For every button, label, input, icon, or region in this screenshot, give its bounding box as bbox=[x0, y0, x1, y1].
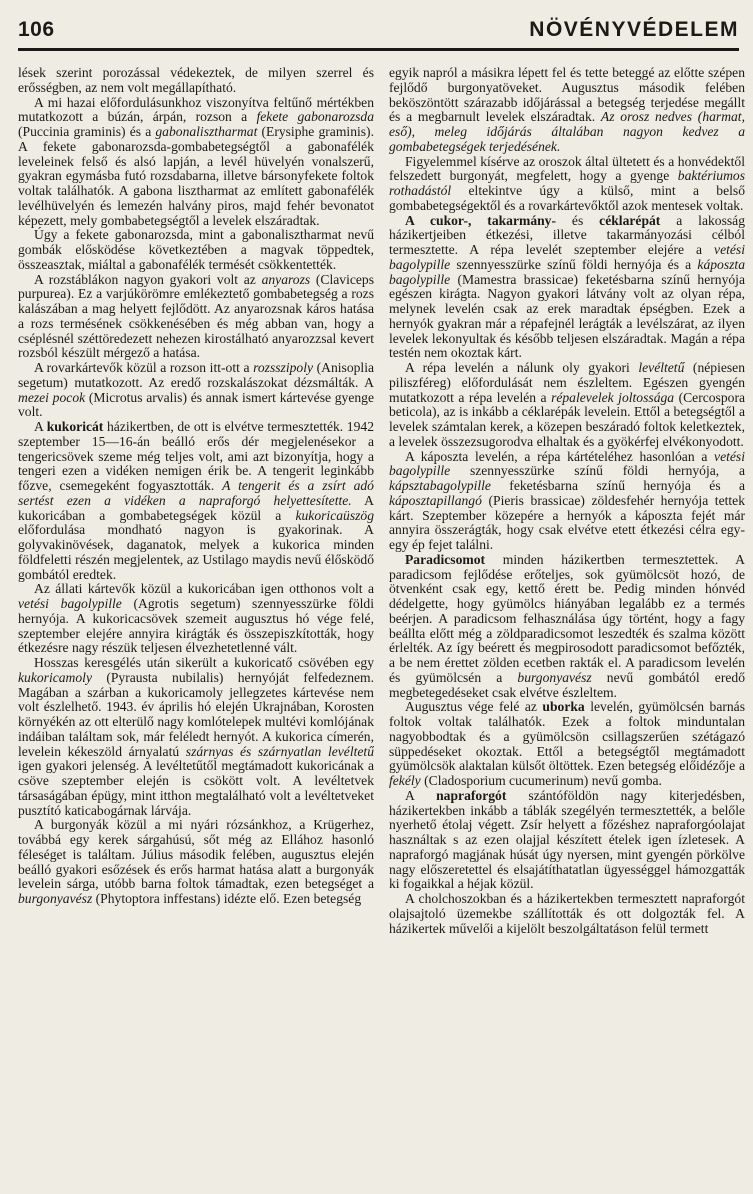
running-title: NÖVÉNYVÉDELEM bbox=[529, 18, 739, 41]
italic-term: vetési bagolypille bbox=[389, 448, 745, 479]
italic-term: kukoricaüszög bbox=[295, 507, 374, 523]
paragraph bbox=[389, 450, 745, 553]
text-run: a lakosság házikertjeiben étkezési, illetve takarmányozási célból termesztette. A répa levelét szeptember elejére a bbox=[389, 212, 745, 257]
text-run: és bbox=[556, 212, 600, 228]
text-run: (Mamestra brassicae) feketésbarna színű hernyója egészen kirágta. Nagyon gyakori látvány volt az olyan répa, melynek levelén csak az erek maradtak épségben. Ezek a hernyók gyakran már a répafejnél lerágták a levélszárat, az ilyen levelek lekonyultak és később teljesen elszáradtak. Magán a répa testén nem okoztak kárt. bbox=[389, 271, 745, 361]
italic-term: vetési bagolypille bbox=[389, 242, 745, 272]
italic-term: kukoricamoly bbox=[18, 669, 92, 685]
paragraph bbox=[18, 818, 374, 907]
text-run: A rozstáblákon nagyon gyakori volt az bbox=[34, 271, 262, 287]
text-run: A káposzta levelén, a répa kártételéhez hasonlóan a bbox=[405, 448, 715, 464]
italic-term: rozsszipoly bbox=[253, 360, 314, 375]
italic-term: fekély bbox=[389, 773, 421, 788]
paragraph bbox=[18, 96, 374, 229]
paragraph bbox=[389, 553, 745, 701]
text-run: eltekintve úgy a külső, mint a belső gombabetegségektől és a rovarkártevőktől azok mentesek voltak. bbox=[389, 183, 745, 213]
paragraph bbox=[18, 656, 374, 818]
text-run: Úgy a fekete gabonarozsda, mint a gabonalisztharmat nevű gombák elősködése következtében a magvak töppedtek, összeasztak, miáltal a gabonafélék termését csökkentették. bbox=[18, 227, 374, 272]
text-run: (Erysiphe graminis). A fekete gabonarozsda-gombabetegségtől a gabonafélék leveleinek felső és alsó lapján, a levél hüvelyén vonalszerű, gyakran egymásba futó rozsdabarna, illetve bársonyfekete foltok voltak találhatók. A gabona lisztharmat az említett gabonafélék levélhüvelyén és lemezén halvány piros, majd fehér bevonatot képezett, mely gombabetegségtől a levelek elszáradtak. bbox=[18, 124, 374, 228]
italic-term: mezei pocok bbox=[18, 389, 86, 405]
paragraph bbox=[389, 700, 745, 789]
text-run: levelén, gyümölcsén barnás foltok voltak találhatók. Ezek a foltok minduntalan nagyobbodtak és a gyümölcsön csillagszerűen szétágazó süppedéseket okoztak. Ettől a betegségtől megtámadott gyümölcsök alaktalan külsőt öltöttek. Ezen betegség előidézője a bbox=[389, 699, 745, 774]
bold-term: napraforgót bbox=[436, 787, 507, 803]
paragraph bbox=[389, 892, 745, 936]
text-run: (Anisoplia segetum) mutatkozott. Az eredő rozskalászokat dézsmálták. A bbox=[18, 360, 374, 390]
italic-term: baktériumos rothadástól bbox=[389, 168, 745, 198]
bold-term: uborka bbox=[542, 699, 585, 715]
text-run: (Microtus arvalis) és annak ismert kártevése gyenge volt. bbox=[18, 389, 374, 420]
paragraph bbox=[389, 789, 745, 892]
italic-term: fekete gabonarozsda bbox=[256, 109, 374, 125]
page-header bbox=[18, 14, 739, 51]
text-run: minden házikertben termesztettek. A paradicsom fejlődése erőteljes, sok gyümölcsöt hozó, de ötvenként csak egy, kettő érett be. Pedig minden hónvéd dédelgette, hogy gyümölcs hiányában legalább ez a termés beérjen. A paradicsom felhasználása úgy történt, hogy a fagy beállta előtt még a zöldparadicsomot leszedték és szalma között érlelték. Az így beérett és megpirosodott paradicsomot befőzték, a be nem érettet zölden ecetben rakták el. A paradicsom levelén és gyümölcsén a bbox=[389, 551, 745, 685]
bold-term: Paradicsomot bbox=[405, 551, 486, 567]
text-run: (Cercospora beticola), az is inkább a céklarépák levelein. Ettől a betegségtől a levelek számtalan kerek, a közepen beszáradó foltok keletkeztek, a levelek összezsugorodva elhaltak és a gyökérfej elvékonyodott. bbox=[389, 389, 745, 449]
text-run: lések szerint porozással védekeztek, de milyen szerrel és erősségben, az nem volt megállapítható. bbox=[18, 66, 374, 95]
paragraph bbox=[389, 214, 745, 362]
text-run: Figyelemmel kísérve az oroszok által ültetett és a honvédektől felszedett burgonyát, megfelett, hogy a gyenge bbox=[389, 153, 745, 184]
paragraph bbox=[18, 228, 374, 272]
text-run: A bbox=[405, 787, 437, 803]
text-run: házikertben, de ott is elvétve termesztették. 1942 szeptember 15—16-án beálló erős dér megjelenésekor a tengericsövek szeme még teljes volt, ami azt bizonyítja, hogy a tengeri ezen a vidéken nemigen érik be. A tengerit leginkább főzve, csemegeként fogyasztották. bbox=[18, 419, 374, 493]
right-column bbox=[389, 66, 745, 1190]
text-run: A burgonyák közül a mi nyári rózsánkhoz, a Krügerhez, továbbá egy kerek sárgahúsú, sőt még az Ellához hasonló féleséget is találtam. Július második felében, augusztus elején beálló gyakori esőzések és erős harmat hatása alatt a burgonyák levelein sárga, utóbb barna foltok támadtak, ezen betegséget a bbox=[18, 817, 374, 892]
page-number: 106 bbox=[18, 18, 55, 41]
text-run: szántóföldön nagy kiterjedésben, házikertekben inkább a táblák szegélyén termesztették, a belőle nyerhető étolaj végett. Zsír helyett a főzéshez napraforgóolajat használtak s az ezen olajjal készített ételek igen ízletesek. A napraforgó magjának húsát úgy nyersen, mint gyengén pörkölve nagy előszeretettel és elsajátíthatatlan ügyességgel hámozgatták ki fogaikkal a héjak közül. bbox=[389, 787, 745, 892]
italic-term: káposztapillangó bbox=[389, 492, 482, 508]
italic-term: répalevelek joltossága bbox=[551, 389, 675, 405]
text-run: (Pieris brassicae) zöldesfehér hernyója tettek kárt. Szeptember közepére a hernyók a káposzta fejét már annyira összerágták, hogy csak elvétve etett étkezési célra egy-egy ép fejet találni. bbox=[389, 492, 745, 552]
text-run: (Claviceps purpurea). Ez a varjúkörömre emlékeztető gombabetegség a rozs kalászában a mag helyett fejlődött. Az anyarozsnak káros hatása a rozs termésének csökkenésében és még abban van, hogy a cséplésnél széttöredezett nehezen kirostálható anyarozzsal kevert rozsból készült mérgező a hatása. bbox=[18, 271, 374, 361]
text-run: (népiesen piliszféreg) előfordulását nem észleltem. Egészen gyengén mutatkozott a répa levelén a bbox=[389, 360, 745, 405]
paragraph bbox=[18, 273, 374, 362]
italic-term: levéltetű bbox=[638, 360, 685, 375]
text-run: A rovarkártevők közül a rozson itt-ott a bbox=[34, 360, 254, 375]
text-run: (Puccinia graminis) és a bbox=[18, 124, 156, 139]
paragraph bbox=[18, 66, 374, 96]
text-run: (Agrotis segetum) szennyesszürke földi hernyója. A kukoricacsövek szemeit augusztus hó vége felé, szeptember elejére annyira kirágták és összepiszkították, hogy étkezésre nagy részük teljesen élvezhetetlenné vált. bbox=[18, 596, 374, 656]
text-run: szennyesszürke színű földi hernyója és a bbox=[450, 256, 698, 272]
text-run: feketésbarna színű hernyója és a bbox=[490, 478, 745, 493]
text-run: előfordulása mondható nagyon is gyakorinak. A golyvakinövések, daganatok, melyek a kukorica minden földfeletti részén megjelentek, az Ustilago maydis nevű élősködő gombától eredtek. bbox=[18, 522, 374, 582]
text-run: Augusztus vége felé az bbox=[405, 699, 543, 715]
paragraph bbox=[389, 361, 745, 450]
text-run: A bbox=[34, 419, 47, 434]
text-run: A cholchoszokban és a házikertekben termesztett napraforgót olajsajtoló üzemekbe szállították és ott dolgozták fel. A házikertek művelői a kijelölt beszolgáltatáson felül termett bbox=[389, 891, 745, 936]
italic-term: Az orosz nedves (harmat, eső), meleg időjárás általában nagyon kedvez a gombabetegségek terjedésének. bbox=[389, 109, 745, 154]
italic-term: burgonyavész bbox=[18, 891, 93, 906]
bold-term: kukoricát bbox=[46, 419, 104, 434]
italic-term: anyarozs bbox=[261, 271, 311, 287]
text-run: A répa levelén a nálunk oly gyakori bbox=[405, 360, 639, 375]
paragraph bbox=[18, 361, 374, 420]
italic-term: kápsztabagolypille bbox=[389, 478, 491, 493]
bold-term: A cukor-, takarmány- bbox=[405, 212, 557, 228]
paragraph bbox=[389, 155, 745, 214]
paragraph bbox=[18, 420, 374, 582]
italic-term: vetési bagolypille bbox=[18, 596, 122, 611]
text-run: Az állati kártevők közül a kukoricában igen otthonos volt a bbox=[34, 581, 374, 597]
text-run: (Cladosporium cucumerinum) nevű gomba. bbox=[420, 773, 662, 788]
paragraph bbox=[389, 66, 745, 155]
text-run: (Pyrausta nubilalis) hernyóját felfedeznem. Magában a szárban a kukoricamoly jellegzetes kártevése nem volt észlelhető. 1943. év április hó elején Ukrajnában, Korosten környékén az ott elterülő nagy komlótelepek multévi komlójának indáiban találtam sok, már feléledt hernyót. A kukorica címerén, levelein kékeszöld árnyalatú bbox=[18, 669, 374, 759]
text-run: egyik napról a másikra lépett fel és tette beteggé az előtte szépen fejlődő burgonyatöveket. Augusztus második felében beköszöntött szárazabb időjárással a betegség terjedése megállt és a megbarnult levelek elszáradtak. bbox=[389, 66, 745, 125]
text-run: A kukoricában a gombabetegségek közül a bbox=[18, 492, 374, 523]
text-run: A mi hazai előfordulásunkhoz viszonyítva feltűnő mértékben mutatkozott a búzán, árpán, rozson a bbox=[18, 94, 374, 125]
text-run: nevű gombától eredő megbetegedéseket csak elvétve észleltem. bbox=[389, 669, 745, 700]
italic-term: burgonyavész bbox=[517, 669, 592, 685]
text-run: szennyesszürke színű földi hernyója, a bbox=[450, 463, 745, 479]
bold-term: céklarépát bbox=[599, 212, 661, 228]
italic-term: szárnyas és szárnyatlan levéltetű bbox=[185, 743, 374, 759]
italic-term: A tengerit és a zsírt adó sertést ezen a vidéken a napraforgó helyettesítette. bbox=[18, 478, 374, 508]
italic-term: gabonalisztharmat bbox=[155, 124, 258, 139]
text-run: Hosszas keresgélés után sikerült a kukoricatő csövében egy bbox=[34, 655, 374, 670]
left-column bbox=[18, 66, 374, 1190]
text-run: (Phytoptora inffestans) idézte elő. Ezen betegség bbox=[92, 891, 362, 906]
italic-term: káposzta bagolypille bbox=[389, 256, 745, 287]
text-run: igen gyakori jelenség. A levéltetűtől megtámadott kukoricának a csöve szeptember elején is csökött volt. A levéltetvek társaságában épügy, mint itthon megtalálható volt a levéltetveket pusztító katicabogárnak lárvája. bbox=[18, 758, 374, 818]
paragraph bbox=[18, 582, 374, 656]
